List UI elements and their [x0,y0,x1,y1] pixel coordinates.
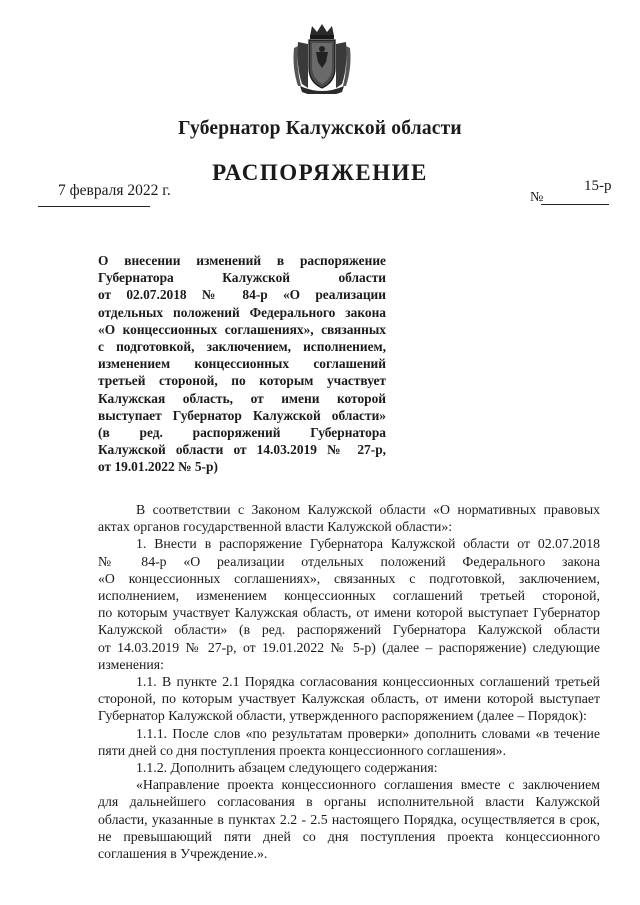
subject-line: Губернатора Калужской области [98,270,386,286]
subject-line: от 19.01.2022 № 5-р) [98,459,218,475]
body-line: по которым участвует Калужская область, от имени которой выступает Губернатор [98,605,600,621]
document-date: 7 февраля 2022 г. [58,182,171,199]
subject-line: (в ред. распоряжений Губернатора [98,425,386,441]
body-line: пяти дней со дня поступления проекта концессионного соглашения». [98,742,507,758]
body-line: 1.1. В пункте 2.1 Порядка согласования концессионных соглашений третьей [136,674,600,690]
body-line: изменения: [98,656,164,672]
body-line: от 14.03.2019 № 27-р, от 19.01.2022 № 5-р) (далее – распоряжение) следующие [98,639,600,655]
body-line: актах органов государственной власти Калужской области»: [98,519,453,535]
document-number: 15-р [584,178,612,194]
body-line: 1. Внести в распоряжение Губернатора Калужской области от 02.07.2018 [136,536,600,552]
subject-line: отдельных положений Федерального закона [98,304,386,320]
subject-line: от 02.07.2018 № 84-р «О реализации [98,287,386,303]
document-type: РАСПОРЯЖЕНИЕ [212,160,428,185]
subject-line: изменением концессионных соглашений [98,356,386,372]
body-line: «О концессионных соглашениях», связанных с подготовкой, заключением, [98,570,600,586]
body-line: 1.1.2. Дополнить абзацем следующего содержания: [136,760,438,776]
body-line: исполнением, изменением концессионных соглашений третьей стороной, [98,588,600,604]
kaluga-coat-of-arms-icon [292,22,352,94]
body-line: Губернатор Калужской области, утвержденного распоряжением (далее – Порядок): [98,708,587,724]
subject-line: выступает Губернатор Калужской области» [98,407,386,423]
body-line: соглашения в Учреждение.». [98,846,268,862]
body-line: № 84-р «О реализации отдельных положений Федерального закона [98,553,600,569]
body-line: 1.1.1. После слов «по результатам проверки» дополнить словами «в течение [136,725,600,741]
body-line: «Направление проекта концессионного соглашения вместе с заключением [136,777,600,793]
subject-line: Калужской области от 14.03.2019 № 27-р, [98,442,386,458]
subject-line: с подготовкой, заключением, исполнением, [98,339,386,355]
subject-line: третьей стороной, по которым участвует [98,373,386,389]
page-title: Губернатор Калужской области [178,118,462,139]
document-subject [98,252,386,476]
body-line: для дальнейшего согласования в органы исполнительной власти Калужской [98,794,600,810]
body-line: В соответствии с Законом Калужской области «О нормативных правовых [136,502,600,517]
subject-line: «О концессионных соглашениях», связанных [98,321,386,337]
body-line: области, указанные в пунктах 2.2 - 2.5 настоящего Порядка, осуществляется в срок, [98,811,600,827]
date-underline [38,206,150,207]
body-line: стороной, по которым участвует Калужская область, от имени которой выступает [98,691,600,707]
number-underline [541,204,609,205]
document-body [98,501,600,862]
body-line: не превышающий пяти дней со дня поступления проекта концессионного [98,828,600,844]
body-line: Калужской области» (в ред. распоряжений Губернатора Калужской области [98,622,600,638]
document-number-label: № [530,190,544,205]
subject-line: О внесении изменений в распоряжение [98,253,386,268]
subject-line: Калужская область, от имени которой [98,390,386,406]
